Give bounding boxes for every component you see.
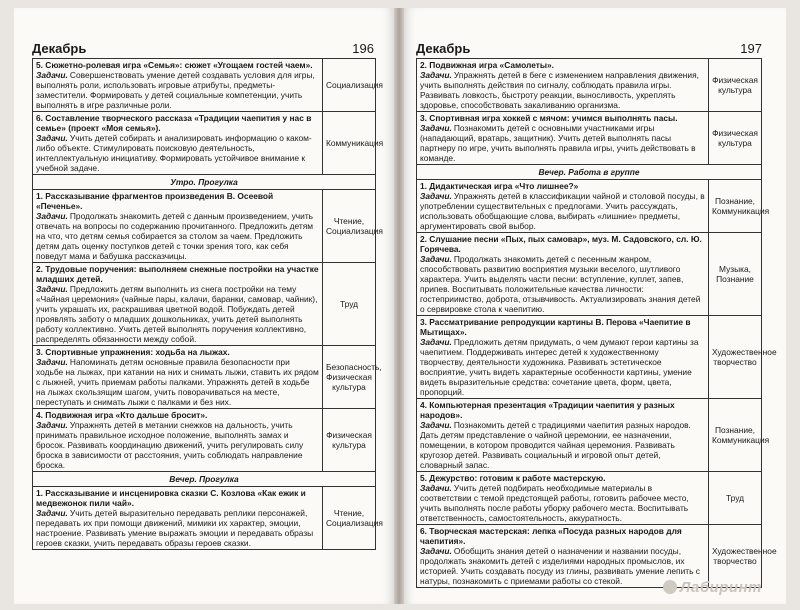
educational-area: Безопасность, Физическая культура xyxy=(323,346,376,409)
activity-title: 2. Подвижная игра «Самолеты». xyxy=(420,60,555,70)
table-row xyxy=(33,346,376,409)
tasks-label: Задачи. xyxy=(420,254,452,264)
section-subheader-row xyxy=(33,175,376,190)
activity-cell xyxy=(33,190,323,263)
book-gutter xyxy=(394,8,404,604)
activity-cell xyxy=(33,263,323,346)
table-row xyxy=(417,316,762,399)
right-section-title: Декабрь xyxy=(416,41,471,56)
table-row xyxy=(417,233,762,316)
educational-area: Музыка, Познание xyxy=(709,233,762,316)
activity-title: 3. Рассматривание репродукции картины В. Перова «Чаепитие в Мытищах». xyxy=(420,317,691,337)
activity-title: 6. Творческая мастерская: лепка «Посуда разных народов для чаепития». xyxy=(420,526,682,546)
activity-cell xyxy=(417,112,709,165)
tasks-text: Напоминать детям основные правила безопасности при ходьбе на лыжах, при катании на них и снимать лыжи, ставить их рядом с лыжней, учить приемам работы палками. Упражнять детей в ходьбе на лыжах скользящим шагом, учить поворачиваться на месте, переступать и снимать лыжи с палками и без них. xyxy=(36,357,319,407)
activity-cell xyxy=(33,409,323,472)
tasks-text: Упражнять детей в метании снежков на дальность, учить принимать правильное исходное положение, выполнять замах и бросок. Развивать координацию движений, учить регулировать силу броска в зависимости от расстояния, учить соблюдать направление броска. xyxy=(36,420,304,470)
activity-title: 4. Компьютерная презентация «Традиции чаепития у разных народов». xyxy=(420,400,675,420)
activity-cell xyxy=(417,472,709,525)
tasks-text: Учить детей подбирать необходимые материалы в соответствии с темой предстоящей работы, готовить рабочее место, учить выполнять после работы уборку рабочего места. Воспитывать ответственность, самостоятельность, аккуратность. xyxy=(420,483,689,523)
activity-title: 1. Рассказывание и инсценировка сказки С. Козлова «Как ежик и медвежонок пили чай». xyxy=(36,488,306,508)
educational-area: Труд xyxy=(709,472,762,525)
tasks-label: Задачи. xyxy=(420,483,452,493)
tasks-label: Задачи. xyxy=(36,357,68,367)
table-row xyxy=(33,263,376,346)
section-subheader: Утро. Прогулка xyxy=(33,175,376,190)
activity-title: 1. Рассказывание фрагментов произведения В. Осеевой «Печенье». xyxy=(36,191,274,211)
activity-description xyxy=(36,211,319,261)
activity-title: 1. Дидактическая игра «Что лишнее?» xyxy=(420,181,579,191)
table-row xyxy=(417,472,762,525)
left-page-number: 196 xyxy=(352,41,374,56)
tasks-text: Продолжать знакомить детей с данным произведением, учить отвечать на вопросы по содержанию прочитанного. Предложить детям на что, что детям семья собирается за столом за чаем. Предложить детям дать оценку поступков детей с точки зрения того, как себя поведут мама и бабушка рассказчицы. xyxy=(36,211,314,261)
right-page-header xyxy=(416,41,762,57)
educational-area: Художественное творчество xyxy=(709,525,762,588)
tasks-label: Задачи. xyxy=(36,70,68,80)
left-page xyxy=(14,8,394,604)
tasks-label: Задачи. xyxy=(420,123,452,133)
activity-description xyxy=(36,133,319,173)
activity-description xyxy=(420,483,705,523)
activity-title: 5. Дежурство: готовим к работе мастерскую. xyxy=(420,473,606,483)
table-row xyxy=(417,399,762,472)
activity-description xyxy=(36,70,319,110)
educational-area: Чтение, Социализация xyxy=(323,190,376,263)
tasks-text: Учить детей выразительно передавать реплики персонажей, передавать их при помощи движений, мимики их характер, эмоции, настроение. Развивать умение выражать эмоции и передавать образы героев сказки, учить передавать образы героев сказки. xyxy=(36,508,314,548)
tasks-label: Задачи. xyxy=(36,284,68,294)
tasks-label: Задачи. xyxy=(36,133,68,143)
activity-cell xyxy=(417,399,709,472)
activity-cell xyxy=(33,112,323,175)
activity-description xyxy=(420,191,705,231)
educational-area: Физическая культура xyxy=(709,59,762,112)
table-row xyxy=(33,487,376,550)
activity-description xyxy=(420,123,705,163)
section-subheader-row xyxy=(417,165,762,180)
educational-area: Социализация xyxy=(323,59,376,112)
left-page-header xyxy=(32,41,374,57)
activity-description xyxy=(420,337,705,397)
educational-area: Познание, Коммуникация xyxy=(709,399,762,472)
table-row xyxy=(417,112,762,165)
tasks-label: Задачи. xyxy=(420,191,452,201)
educational-area: Физическая культура xyxy=(709,112,762,165)
watermark-text: Лабиринт xyxy=(679,579,762,596)
table-row xyxy=(33,112,376,175)
activity-cell xyxy=(417,233,709,316)
tasks-label: Задачи. xyxy=(36,508,68,518)
tasks-text: Продолжать знакомить детей с песенным жанром, способствовать развитию восприятия музыки веселого, шутливого характера. Учить выделять части песни: вступление, куплет, запев, припев. Воспитывать положительные качества личности: гостеприимство, доброта, отзывчивость. Актуализировать знания детей о сервировке стола к чаепитию. xyxy=(420,254,701,314)
table-row xyxy=(417,59,762,112)
activity-description xyxy=(420,70,705,110)
tasks-label: Задачи. xyxy=(420,420,452,430)
tasks-text: Обобщить знания детей о назначении и названии посуды, продолжать знакомить детей с изделиями народных промыслов, их историей. Учить создавать посуду из глины, развивать умение лепить с натуры, познакомить с приемами работы со стекой. xyxy=(420,546,700,586)
right-page xyxy=(404,8,786,604)
activity-title: 4. Подвижная игра «Кто дальше бросит». xyxy=(36,410,208,420)
left-section-title: Декабрь xyxy=(32,41,87,56)
activity-title: 2. Трудовые поручения: выполняем снежные постройки на участке младших детей. xyxy=(36,264,319,284)
tasks-label: Задачи. xyxy=(420,70,452,80)
activity-cell xyxy=(33,487,323,550)
section-subheader: Вечер. Работа в группе xyxy=(417,165,762,180)
tasks-text: Познакомить детей с основными участниками игры (нападающий, вратарь, защитник). Учить детей выполнять пасы партнеру по игре, учить выполнять правила игры, учить действовать в команде. xyxy=(420,123,696,163)
right-activity-table xyxy=(416,58,777,588)
activity-description xyxy=(420,254,705,314)
activity-description xyxy=(36,357,319,407)
table-row xyxy=(33,59,376,112)
labyrinth-logo-icon xyxy=(663,580,677,594)
educational-area: Чтение, Социализация xyxy=(323,487,376,550)
educational-area: Труд xyxy=(323,263,376,346)
educational-area: Физическая культура xyxy=(323,409,376,472)
activity-cell xyxy=(417,316,709,399)
tasks-label: Задачи. xyxy=(420,337,452,347)
tasks-label: Задачи. xyxy=(420,546,452,556)
table-row xyxy=(33,190,376,263)
tasks-text: Предложить детям придумать, о чем думают герои картины за чаепитием. Поддерживать интерес детей к художественному творчеству, деятельности художника. Развивать эстетическое восприятие, учить видеть характерные особенности картины, умение видеть выразительные средства: сочетание цвета, форм, цвета, пропорций. xyxy=(420,337,699,397)
educational-area: Коммуникация xyxy=(323,112,376,175)
activity-title: 3. Спортивные упражнения: ходьба на лыжах. xyxy=(36,347,230,357)
left-activity-table xyxy=(32,58,384,550)
tasks-text: Предложить детям выполнить из снега постройки на тему «Чайная церемония» (чайные пары, калачи, баранки, самовар, чайник), учить украшать их, раскрашивая цветной водой. Побуждать детей проявлять заботу о младших дошкольниках, учить детей выполнять работу коллективно. Учить детей выполнять поручения коллективно, распределять обязанности между собой. xyxy=(36,284,318,344)
activity-title: 5. Сюжетно-ролевая игра «Семья»: сюжет «Угощаем гостей чаем». xyxy=(36,60,313,70)
section-subheader-row xyxy=(33,472,376,487)
activity-cell xyxy=(33,59,323,112)
educational-area: Познание, Коммуникация xyxy=(709,180,762,233)
activity-cell xyxy=(417,180,709,233)
activity-description xyxy=(36,284,319,344)
tasks-text: Совершенствовать умение детей создавать условия для игры, выполнять роли, использовать игровые атрибуты, предметы-заместители. Формировать у детей социальные компетенции, учить выполнять в игре различные роли. xyxy=(36,70,315,110)
activity-description xyxy=(36,508,319,548)
tasks-text: Учить детей собирать и анализировать информацию о каком-либо объекте. Стимулировать поисковую деятельность, интеллектуальную инициативу. Формировать устойчивое внимание к учебной задаче. xyxy=(36,133,312,173)
activity-description xyxy=(420,420,705,470)
section-subheader: Вечер. Прогулка xyxy=(33,472,376,487)
activity-title: 3. Спортивная игра хоккей с мячом: учимся выполнять пасы. xyxy=(420,113,678,123)
educational-area: Художественное творчество xyxy=(709,316,762,399)
table-row xyxy=(417,180,762,233)
tasks-text: Познакомить детей с традициями чаепития разных народов. Дать детям представление о чайной церемонии, ее назначении, помещении, в котором проводится чайная церемония. Развивать кругозор детей. Развивать социальный и игровой опыт детей, словарный запас. xyxy=(420,420,691,470)
activity-title: 6. Составление творческого рассказа «Традиции чаепития у нас в семье» (проект «Моя семья»). xyxy=(36,113,312,133)
tasks-text: Упражнять детей в классификации чайной и столовой посуды, в употреблении существительных с предлогами. Учить рассуждать, использовать обобщающие слова, выбирать «лишние» предметы, аргументировать свой выбор. xyxy=(420,191,705,231)
tasks-text: Упражнять детей в беге с изменением направления движения, учить выполнять действия по сигналу, соблюдать правила игры. Развивать ловкость, быстроту реакции, выносливость, укреплять здоровье, способствовать закаливанию организма. xyxy=(420,70,699,110)
table-row xyxy=(33,409,376,472)
activity-cell xyxy=(417,59,709,112)
tasks-label: Задачи. xyxy=(36,420,68,430)
activity-cell xyxy=(33,346,323,409)
activity-title: 2. Слушание песни «Пых, пых самовар», муз. М. Садовского, сл. Ю. Горячева. xyxy=(420,234,702,254)
right-page-number: 197 xyxy=(740,41,762,56)
tasks-label: Задачи. xyxy=(36,211,68,221)
activity-description xyxy=(36,420,319,470)
watermark-logo xyxy=(663,579,762,596)
